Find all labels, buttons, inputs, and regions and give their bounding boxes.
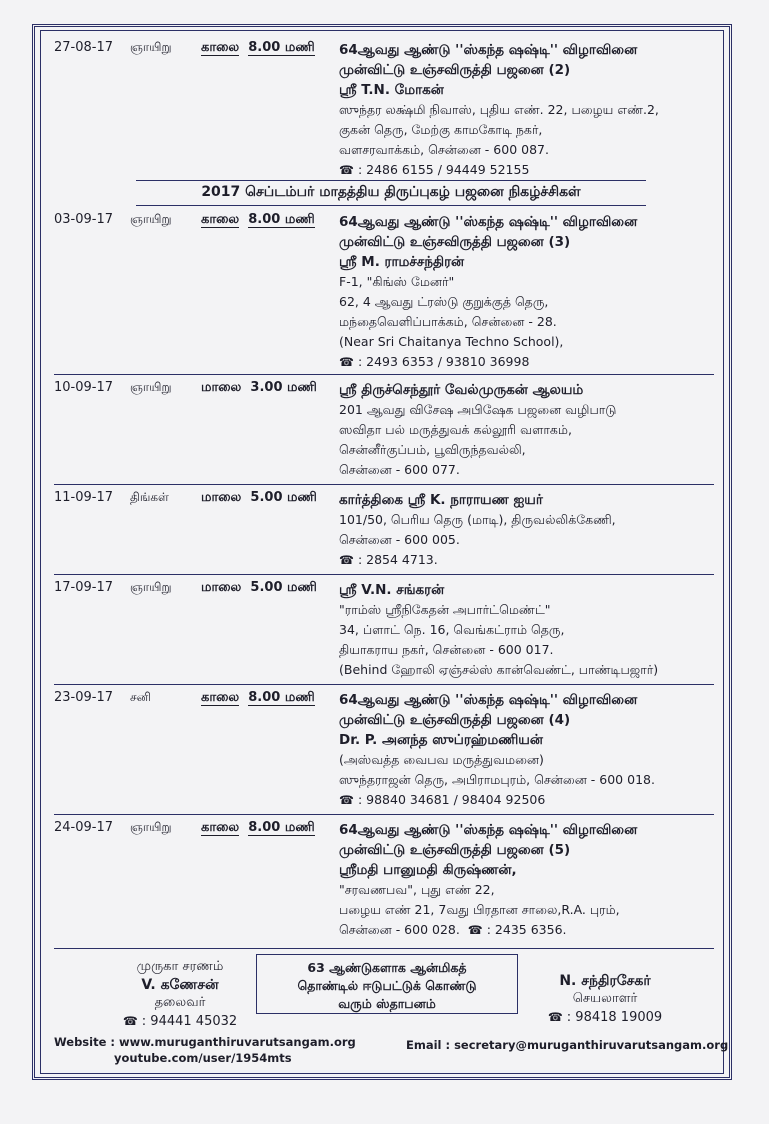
entry-day: ஞாயிறு	[130, 212, 172, 226]
entry-day: ஞாயிறு	[130, 580, 172, 594]
entry-time: காலை 8.00 மணி	[201, 40, 315, 55]
entry-date: 10-09-17	[54, 380, 114, 395]
president-name: V. கணேசன்	[141, 977, 219, 993]
website-link[interactable]: Website : www.muruganthiruvarutsangam.org	[54, 1035, 356, 1049]
entry-day: ஞாயிறு	[130, 40, 172, 54]
entry-day: சனி	[130, 690, 151, 704]
phone-icon: ☎	[122, 1014, 138, 1028]
section-heading: 2017 செப்டம்பர் மாதத்திய திருப்புகழ் பஜனை நிகழ்ச்சிகள்	[136, 180, 646, 206]
entry-details: ஸ்ரீ V.N. சங்கரன் "ராம்ஸ் ஸ்ரீநிகேதன் அபார்ட்மெண்ட்" 34, ப்ளாட் நெ. 16, வெங்கட்ராம் தெரு, தியாகராய நகர், சென்னை - 600 017. (Behind ஹோலி ஏஞ்சல்ஸ் கான்வெண்ட், பாண்டிபஜார்)	[339, 582, 659, 677]
entry-date: 03-09-17	[54, 212, 114, 227]
website-block	[54, 1034, 356, 1066]
entry-day: ஞாயிறு	[130, 820, 172, 834]
entry-time: மாலை 5.00 மணி	[201, 490, 317, 505]
email-link[interactable]: Email : secretary@muruganthiruvarutsangam.org	[406, 1038, 729, 1052]
phone-icon: ☎	[339, 793, 354, 807]
entry-date: 23-09-17	[54, 690, 114, 705]
phone-icon: ☎	[547, 1010, 563, 1024]
entry-day: திங்கள்	[130, 490, 169, 504]
entry-details: 64ஆவது ஆண்டு ''ஸ்கந்த ஷஷ்டி'' விழாவினை முன்விட்டு உஞ்சவிருத்தி பஜனை (4) Dr. P. அனந்த ஸுப்ரஹ்மணியன் (அஸ்வத்த வைபவ மருத்துவமனை) ஸுந்தராஜன் தெரு, அபிராமபுரம், சென்னை - 600 018. ☎ : 98840 34681 / 98404 92506	[339, 692, 655, 807]
entry-time: காலை 8.00 மணி	[201, 690, 315, 705]
president-role: தலைவர்	[154, 995, 206, 1010]
entry-day: ஞாயிறு	[130, 380, 172, 394]
divider	[54, 574, 714, 575]
divider	[54, 374, 714, 375]
organization-tagline: 63 ஆண்டுகளாக ஆன்மிகத் தொண்டில் ஈடுபட்டுக் கொண்டு வரும் ஸ்தாபனம்	[256, 954, 518, 1014]
phone-icon: ☎	[467, 923, 483, 937]
entry-date: 11-09-17	[54, 490, 114, 505]
entry-time: காலை 8.00 மணி	[201, 212, 315, 227]
entry-details: 64ஆவது ஆண்டு ''ஸ்கந்த ஷஷ்டி'' விழாவினை முன்விட்டு உஞ்சவிருத்தி பஜனை (5) ஸ்ரீமதி பானுமதி கிருஷ்ணன், "சரவணபவ", புது எண் 22, பழைய எண் 21, 7வது பிரதான சாலை,R.A. புரம், சென்னை - 600 028. ☎ : 2435 6356.	[339, 822, 638, 937]
entry-time: மாலை 3.00 மணி	[201, 380, 317, 395]
entry-date: 27-08-17	[54, 40, 114, 55]
entry-date: 17-09-17	[54, 580, 114, 595]
entry-date: 24-09-17	[54, 820, 114, 835]
entry-details: ஸ்ரீ திருச்செந்தூர் வேல்முருகன் ஆலயம் 201 ஆவது விசேஷ அபிஷேக பஜனை வழிபாடு ஸவிதா பல் மருத்துவக் கல்லூரி வளாகம், சென்னீர்குப்பம், பூவிருந்தவல்லி, சென்னை - 600 077.	[339, 382, 617, 477]
phone-icon: ☎	[339, 553, 354, 567]
entry-details: 64ஆவது ஆண்டு ''ஸ்கந்த ஷஷ்டி'' விழாவினை முன்விட்டு உஞ்சவிருத்தி பஜனை (3) ஸ்ரீ M. ராமச்சந்திரன் F-1, "கிங்ஸ் மேனர்" 62, 4 ஆவது ட்ரஸ்டு குறுக்குத் தெரு, மந்தைவெளிப்பாக்கம், சென்னை - 28. (Near Sri Chaitanya Techno School), ☎ : 2493 6353 / 93810 36998	[339, 214, 638, 369]
phone-icon: ☎	[339, 355, 354, 369]
divider	[54, 684, 714, 685]
secretary-block	[530, 972, 680, 1027]
footer-divider	[54, 948, 714, 949]
phone-icon: ☎	[339, 163, 354, 177]
entry-details: கார்த்திகை ஸ்ரீ K. நாராயண ஐயர் 101/50, பெரிய தெரு (மாடி), திருவல்லிக்கேணி, சென்னை - 600 005. ☎ : 2854 4713.	[339, 492, 616, 567]
secretary-phone: : 98418 19009	[566, 1010, 663, 1025]
entry-time: காலை 8.00 மணி	[201, 820, 315, 835]
president-phone: : 94441 45032	[141, 1014, 238, 1029]
secretary-role: செயலாளர்	[572, 991, 638, 1006]
greeting: முருகா சரணம்	[136, 959, 224, 974]
president-block	[110, 958, 250, 1031]
entry-details: 64ஆவது ஆண்டு ''ஸ்கந்த ஷஷ்டி'' விழாவினை முன்விட்டு உஞ்சவிருத்தி பஜனை (2) ஸ்ரீ T.N. மோகன் ஸுந்தர லக்ஷ்மி நிவாஸ், புதிய எண். 22, பழைய எண்.2, குகன் தெரு, மேற்கு காமகோடி நகர், வளசரவாக்கம், சென்னை - 600 087. ☎ : 2486 6155 / 94449 52155	[339, 42, 659, 177]
youtube-link[interactable]: youtube.com/user/1954mts	[114, 1051, 292, 1065]
secretary-name: N. சந்திரசேகர்	[559, 973, 651, 989]
divider	[54, 814, 714, 815]
divider	[54, 484, 714, 485]
entry-time: மாலை 5.00 மணி	[201, 580, 317, 595]
